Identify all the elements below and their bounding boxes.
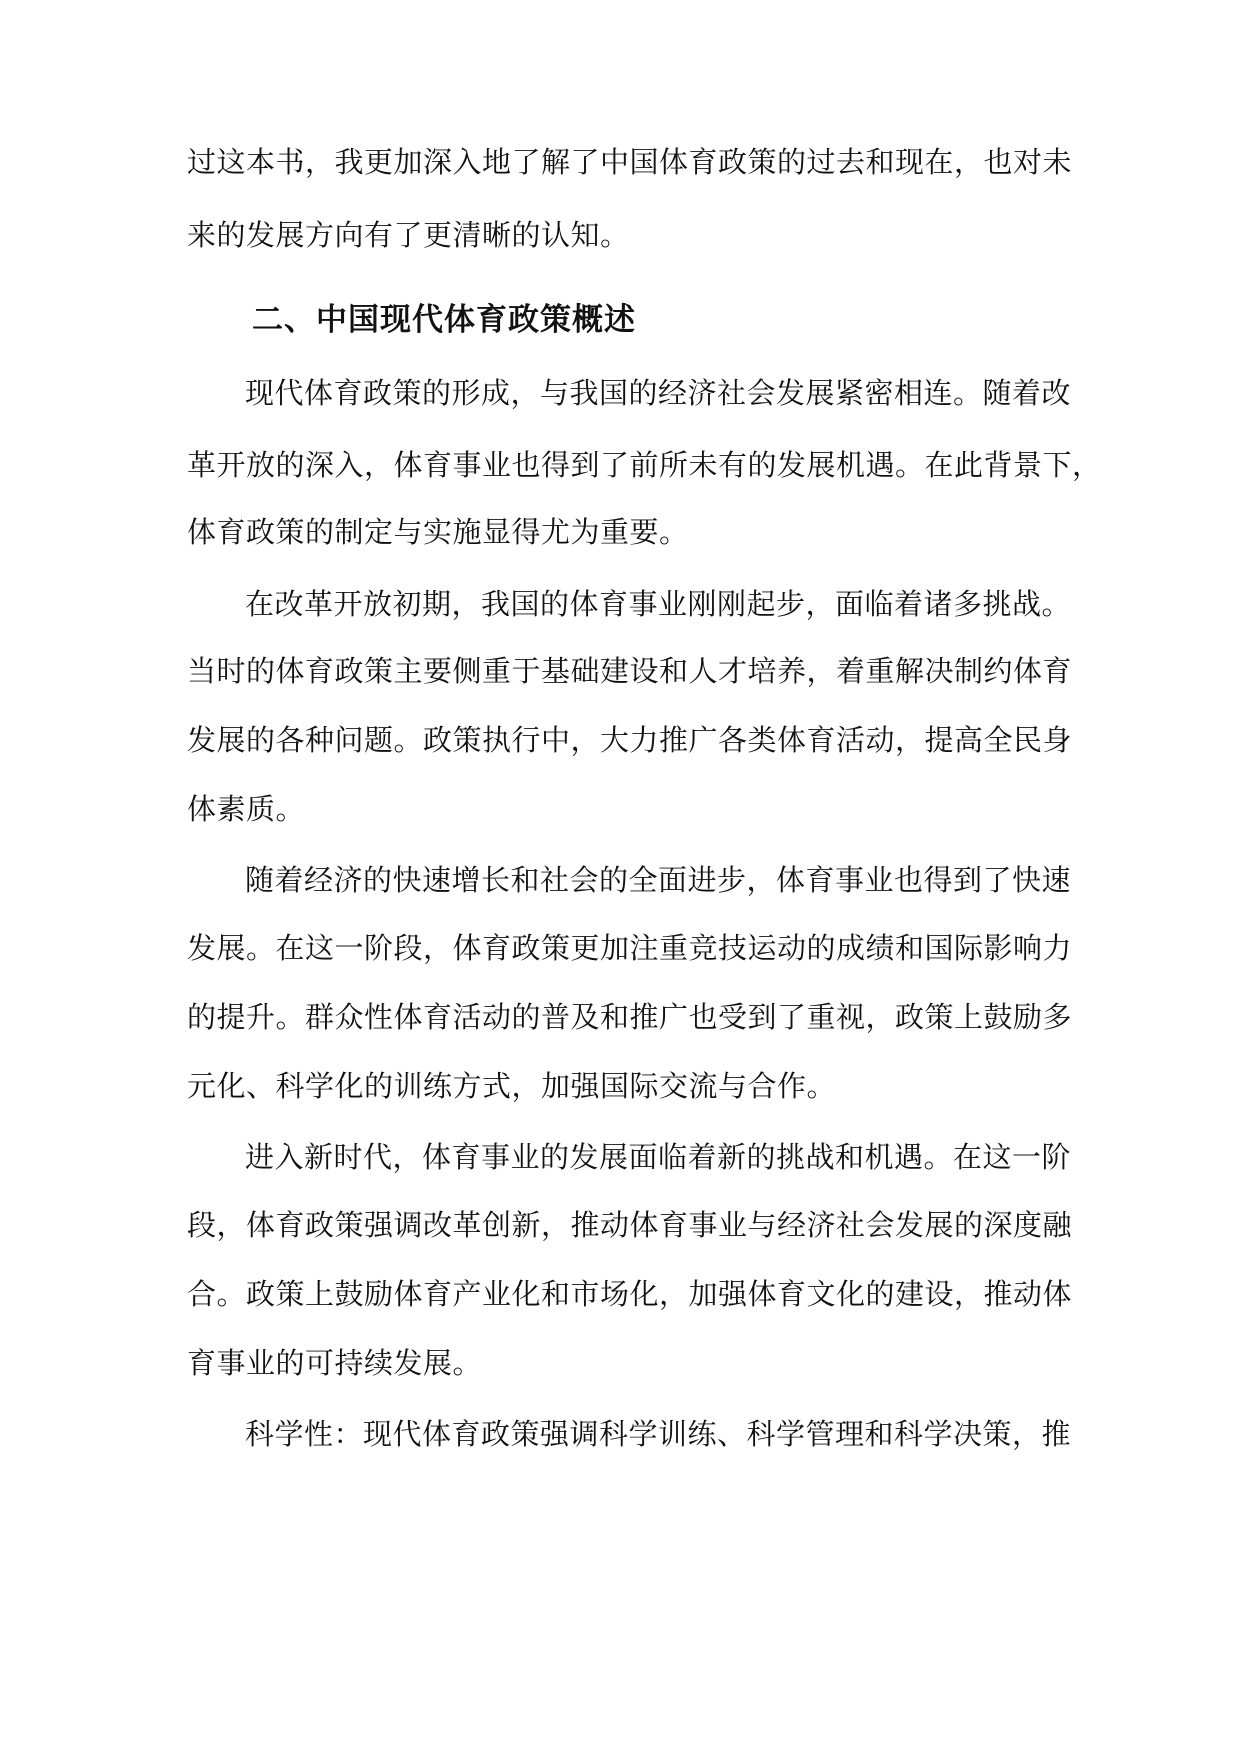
intro-line-2: 来的发展方向有了更清晰的认知。 [187, 218, 630, 252]
intro-line-1: 过这本书，我更加深入地了解了中国体育政策的过去和现在，也对未 [187, 145, 1073, 179]
section-heading: 二、中国现代体育政策概述 [252, 302, 636, 338]
paragraph-1-line-3: 体育政策的制定与实施显得尤为重要。 [187, 515, 689, 549]
paragraph-3-line-4: 元化、科学化的训练方式，加强国际交流与合作。 [187, 1069, 837, 1103]
paragraph-4-line-1: 进入新时代，体育事业的发展面临着新的挑战和机遇。在这一阶 [245, 1140, 1072, 1174]
paragraph-4-line-2: 段，体育政策强调改革创新，推动体育事业与经济社会发展的深度融 [187, 1208, 1073, 1242]
paragraph-3-line-3: 的提升。群众性体育活动的普及和推广也受到了重视，政策上鼓励多 [187, 1000, 1073, 1034]
paragraph-2-line-1: 在改革开放初期，我国的体育事业刚刚起步，面临着诸多挑战。 [245, 587, 1072, 621]
paragraph-2-line-4: 体素质。 [187, 792, 306, 826]
paragraph-2-line-2: 当时的体育政策主要侧重于基础建设和人才培养，着重解决制约体育 [187, 654, 1073, 688]
paragraph-4-line-3: 合。政策上鼓励体育产业化和市场化，加强体育文化的建设，推动体 [187, 1277, 1073, 1311]
paragraph-1-line-2: 革开放的深入，体育事业也得到了前所未有的发展机遇。在此背景下， [187, 448, 1102, 482]
paragraph-5-line-1: 科学性：现代体育政策强调科学训练、科学管理和科学决策，推 [245, 1417, 1072, 1451]
paragraph-3-line-1: 随着经济的快速增长和社会的全面进步，体育事业也得到了快速 [245, 863, 1072, 897]
paragraph-2-line-3: 发展的各种问题。政策执行中，大力推广各类体育活动，提高全民身 [187, 723, 1073, 757]
paragraph-1-line-1: 现代体育政策的形成，与我国的经济社会发展紧密相连。随着改 [245, 376, 1072, 410]
paragraph-3-line-2: 发展。在这一阶段，体育政策更加注重竞技运动的成绩和国际影响力 [187, 931, 1073, 965]
paragraph-4-line-4: 育事业的可持续发展。 [187, 1346, 483, 1380]
